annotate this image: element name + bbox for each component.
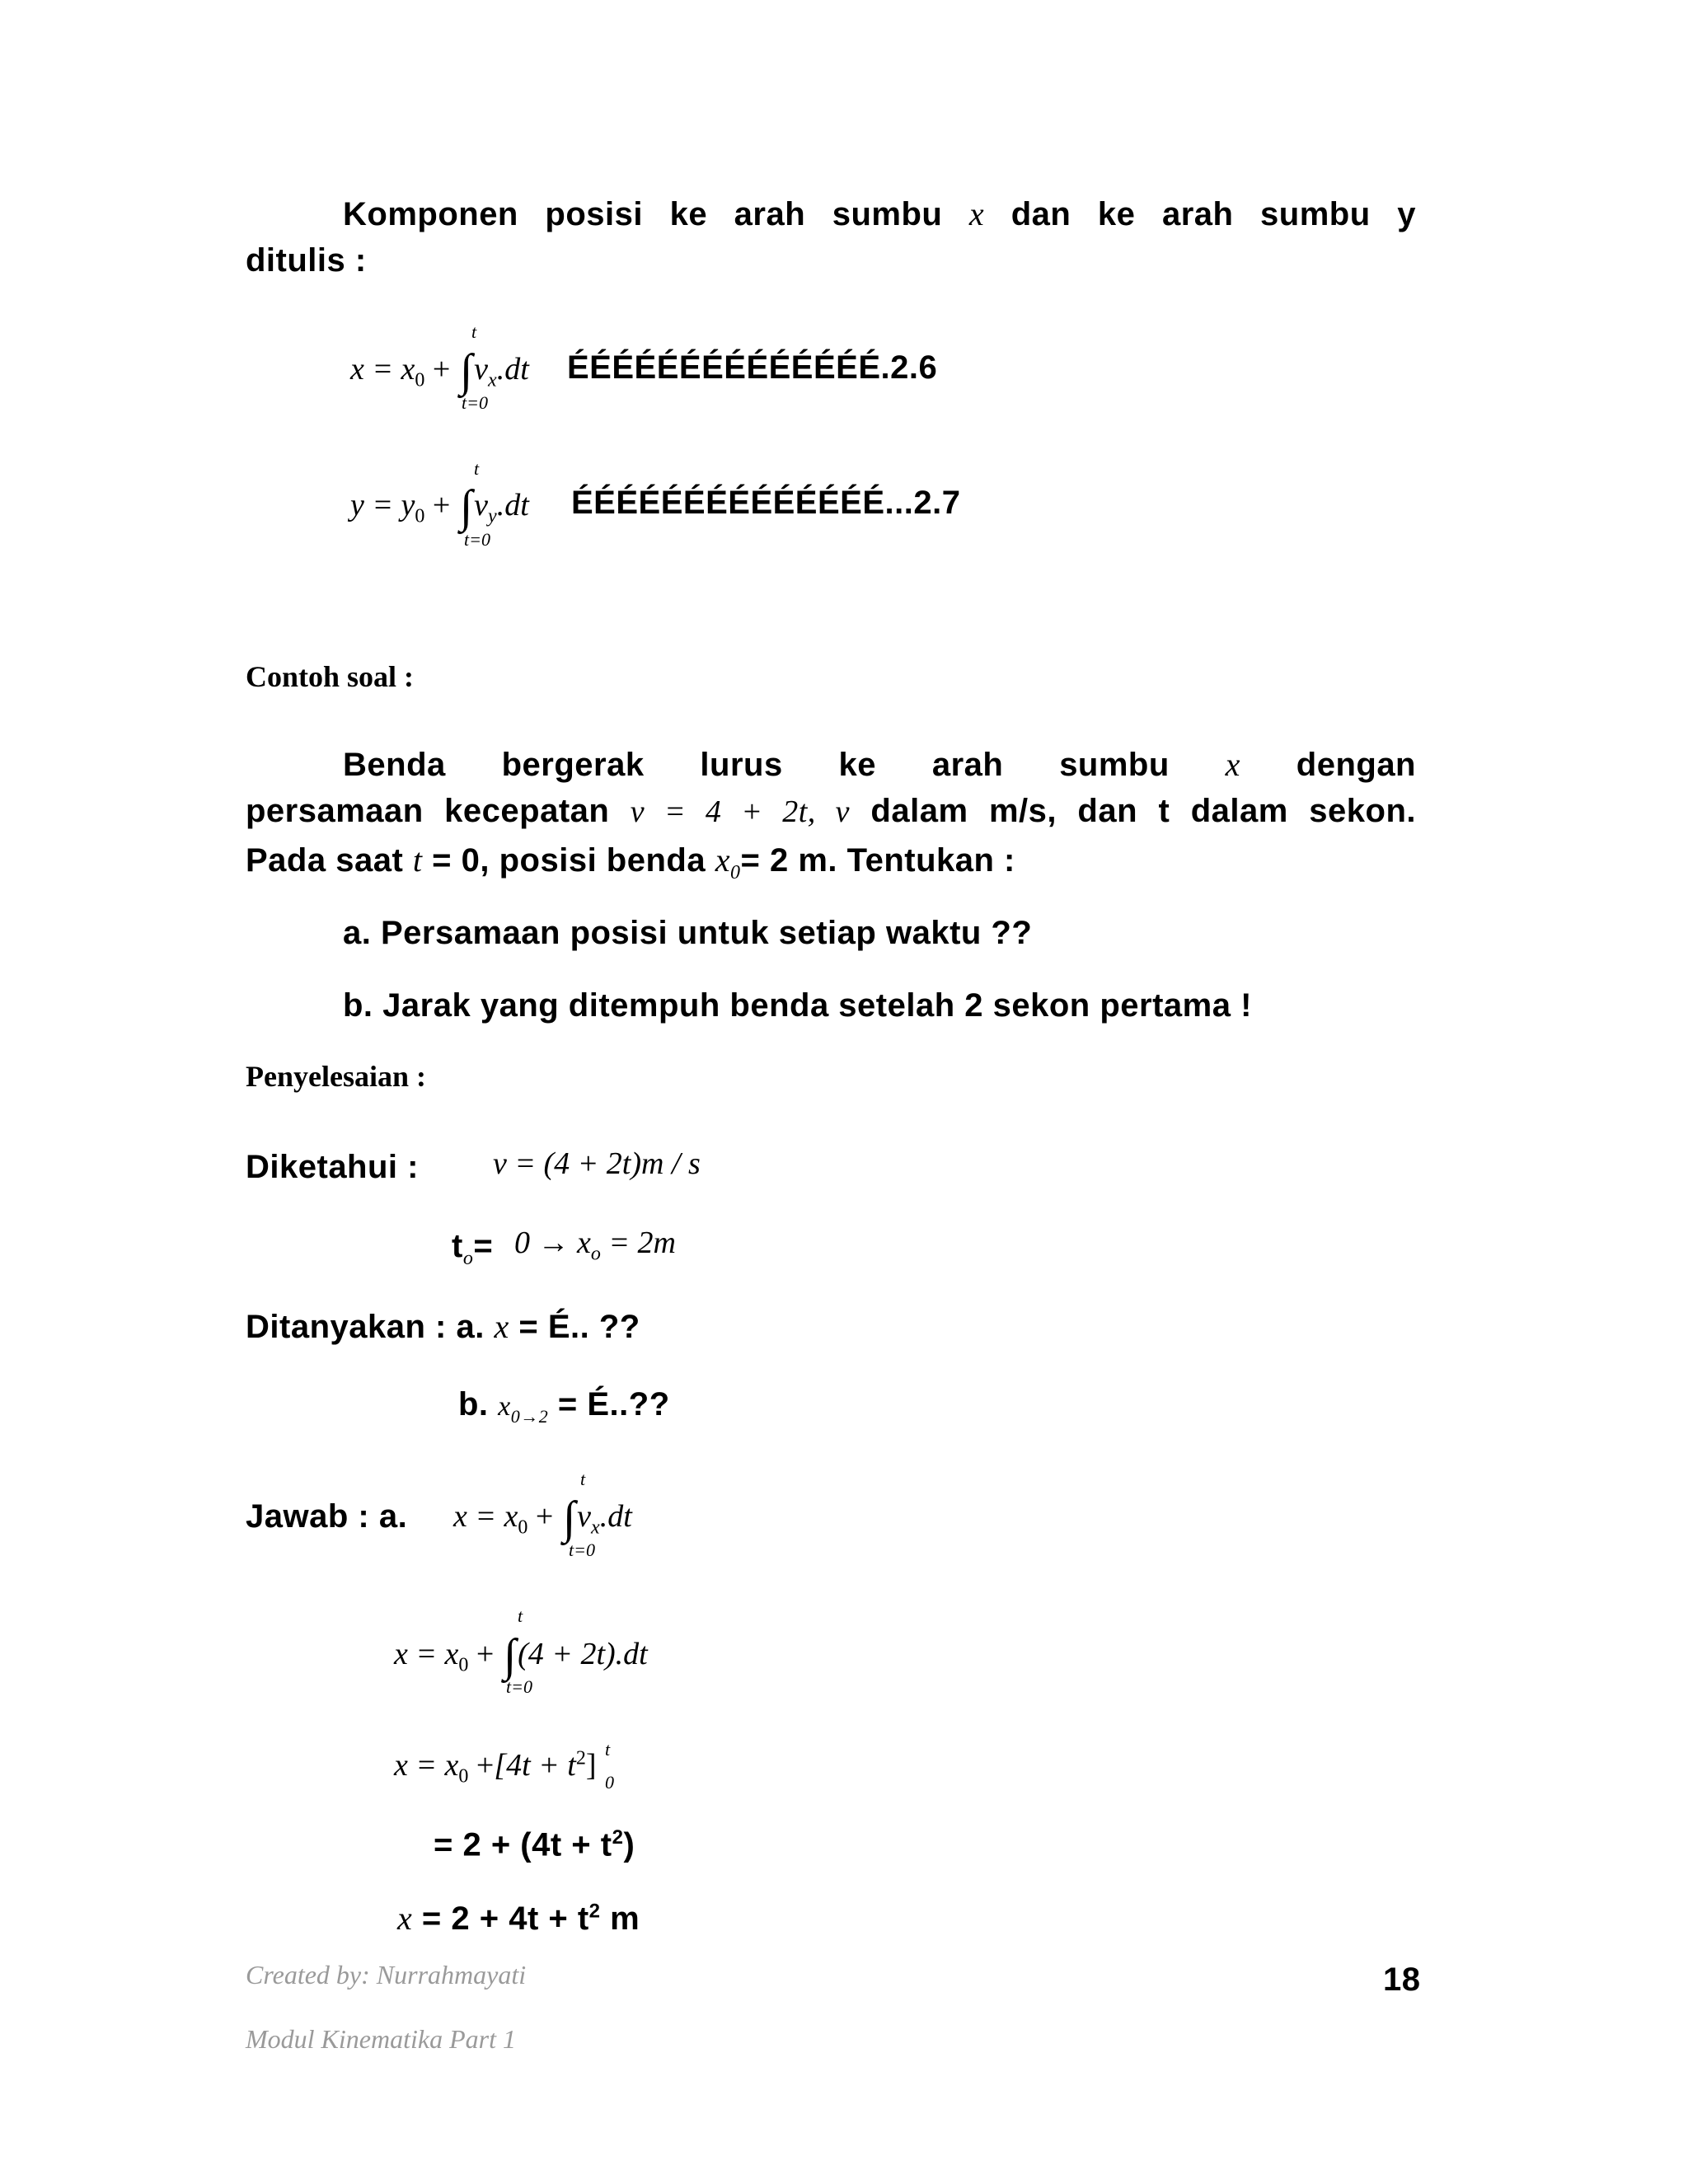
eq27-sub-v: y xyxy=(488,505,497,527)
asked-b-label: b. xyxy=(458,1386,489,1422)
eq27-lhs: y = y xyxy=(350,488,415,523)
eq27-dt: .dt xyxy=(496,488,529,523)
ans5-x: x xyxy=(397,1900,413,1937)
t0-expr: 0 → x xyxy=(514,1226,591,1260)
asked-label: Ditanyakan : a. xyxy=(246,1309,485,1345)
ans1-plus: + xyxy=(535,1499,554,1534)
example-text-c: persamaan kecepatan xyxy=(246,793,610,829)
ans1-lhs: x = x xyxy=(453,1499,518,1534)
eq26-lhs: x = x xyxy=(350,352,415,387)
eq26-upper-limit: t xyxy=(471,321,477,342)
eq26-integrand: v xyxy=(474,352,489,387)
ans5-text: = 2 + 4t + t xyxy=(421,1900,589,1937)
answer-label: Jawab : a. xyxy=(246,1498,408,1535)
asked-x: x xyxy=(494,1308,509,1345)
intro-text-a: Komponen posisi ke arah sumbu xyxy=(343,196,943,232)
equation-2-7 xyxy=(350,480,529,533)
eq27-lower-limit: t=0 xyxy=(464,529,490,550)
eq26-sub-v: x xyxy=(488,369,497,391)
ans2-lhs: x = x xyxy=(394,1637,459,1671)
equation-2-6 xyxy=(350,344,529,397)
eq26-lower-limit: t=0 xyxy=(462,392,488,413)
eq26-dt: .dt xyxy=(496,352,529,387)
answer-line-4 xyxy=(434,1826,635,1863)
example-var-x: x xyxy=(1225,746,1240,783)
ans4-sup: 2 xyxy=(612,1826,624,1849)
example-text-d: dalam m/s, dan t dalam sekon. xyxy=(870,793,1416,829)
ans2-sub0: 0 xyxy=(458,1654,469,1676)
known-velocity: v = (4 + 2t)m / s xyxy=(493,1146,701,1181)
ans3-close: ] xyxy=(585,1748,597,1783)
t0-eq: = xyxy=(473,1228,494,1264)
t0-rhs: = 2m xyxy=(608,1226,676,1260)
example-text-e: Pada saat xyxy=(246,842,404,879)
example-line-2 xyxy=(246,793,1416,830)
eq27-upper-limit: t xyxy=(474,458,480,479)
ans2-upper-limit: t xyxy=(518,1605,523,1626)
asked-b xyxy=(458,1386,670,1427)
eq27-plus: + xyxy=(432,488,451,523)
ans1-lower-limit: t=0 xyxy=(569,1540,595,1560)
example-line-1 xyxy=(246,745,1416,784)
eq26-plus: + xyxy=(432,352,451,387)
t0-xsub: o xyxy=(590,1243,601,1265)
answer-line-5 xyxy=(397,1899,640,1938)
intro-line-1 xyxy=(246,194,1416,233)
ans3-bracket: [4t + t xyxy=(494,1748,576,1783)
question-b: b. Jarak yang ditempuh benda setelah 2 sekon pertama ! xyxy=(343,987,1252,1024)
ans1-dt: .dt xyxy=(599,1499,632,1534)
answer-eq-2 xyxy=(394,1629,648,1682)
footer-created-by: Created by: Nurrahmayati xyxy=(246,1960,527,1990)
ans5-unit: m xyxy=(610,1900,640,1937)
ans3-sup2: 2 xyxy=(575,1747,586,1769)
ans3-sub0: 0 xyxy=(458,1765,469,1788)
ans2-body: (4 + 2t).dt xyxy=(518,1637,648,1671)
ans4-text: = 2 + (4t + t xyxy=(434,1826,612,1863)
example-text-g: = 2 m. Tentukan : xyxy=(740,842,1015,879)
ans3-lower-limit: 0 xyxy=(605,1772,614,1793)
ans3-upper-limit: t xyxy=(605,1739,611,1760)
eq26-number: ÉÉÉÉÉÉÉÉÉÉÉÉÉÉ.2.6 xyxy=(567,349,938,386)
page-number: 18 xyxy=(1383,1961,1421,1998)
solution-heading: Penyelesaian : xyxy=(246,1060,426,1093)
example-line-3 xyxy=(246,841,1015,884)
eq27-integrand: v xyxy=(474,488,489,523)
question-a: a. Persamaan posisi untuk setiap waktu ?? xyxy=(343,915,1033,951)
integral-sign: ∫ xyxy=(562,1493,576,1544)
ans5-sup: 2 xyxy=(588,1900,601,1923)
example-velocity-eq: v = 4 + 2t, v xyxy=(630,794,850,829)
ans1-sub-v: x xyxy=(591,1516,600,1539)
ans3-lhs: x = x xyxy=(394,1748,459,1783)
eq26-sub0: 0 xyxy=(415,369,425,391)
ans3-plus: + xyxy=(476,1748,495,1783)
t0-label: t xyxy=(452,1228,463,1264)
asked-b-sub: 0→2 xyxy=(510,1406,549,1427)
example-var-t: t xyxy=(412,841,423,879)
ans2-lower-limit: t=0 xyxy=(506,1676,532,1697)
example-heading: Contoh soal : xyxy=(246,660,415,693)
integral-sign: ∫ xyxy=(459,345,473,396)
example-text-a: Benda bergerak lurus ke arah sumbu xyxy=(343,747,1170,783)
intro-var-x: x xyxy=(968,195,985,232)
example-text-f: = 0, posisi benda xyxy=(432,842,706,879)
asked-b-rest: = É..?? xyxy=(557,1386,670,1422)
t0-sub: o xyxy=(462,1248,474,1269)
intro-line-2: ditulis : xyxy=(246,242,367,279)
answer-eq-3 xyxy=(394,1747,597,1788)
example-var-x0-sub: 0 xyxy=(729,862,741,883)
example-text-b: dengan xyxy=(1296,747,1416,783)
eq27-sub0: 0 xyxy=(415,505,425,527)
ans1-sub0: 0 xyxy=(518,1516,528,1539)
asked-b-x: x xyxy=(498,1391,511,1422)
known-x0 xyxy=(514,1225,676,1266)
example-var-x0: x xyxy=(715,841,730,879)
known-label: Diketahui : xyxy=(246,1149,419,1185)
intro-text-b: dan ke arah sumbu y xyxy=(1010,196,1416,232)
ans1-upper-limit: t xyxy=(580,1469,586,1489)
integral-sign: ∫ xyxy=(503,1630,517,1681)
asked-a-rest: = É.. ?? xyxy=(518,1309,640,1345)
answer-eq-1 xyxy=(453,1492,632,1544)
integral-sign: ∫ xyxy=(459,481,473,532)
footer-module: Modul Kinematika Part 1 xyxy=(246,2024,516,2054)
ans2-plus: + xyxy=(476,1637,495,1671)
ans1-integrand: v xyxy=(577,1499,592,1534)
eq27-number: ÉÉÉÉÉÉÉÉÉÉÉÉÉÉ...2.7 xyxy=(571,485,961,521)
ans4-end: ) xyxy=(623,1826,635,1863)
asked-a xyxy=(246,1307,640,1346)
known-t0 xyxy=(452,1228,493,1270)
